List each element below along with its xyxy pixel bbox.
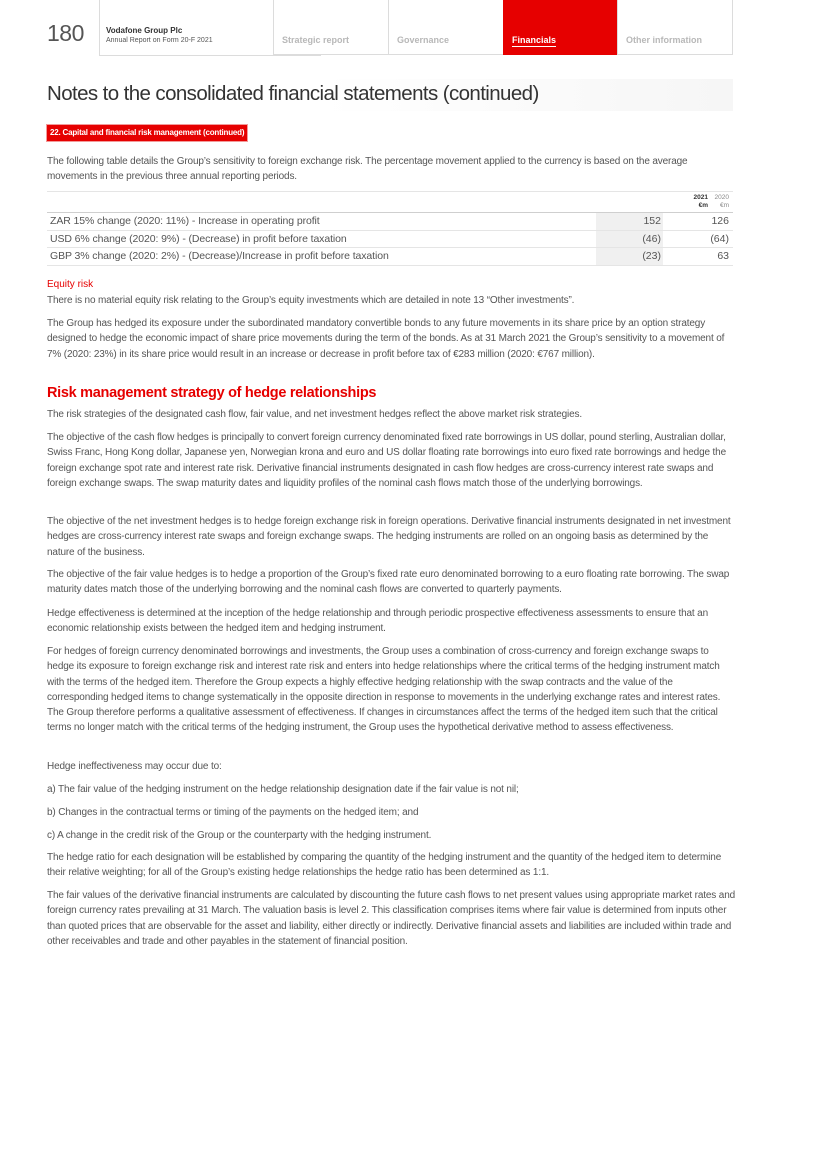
tab-strategic-report[interactable] (273, 0, 389, 55)
body-paragraph: The risk strategies of the designated cash flow, fair value, and net investment hedges reflect the above market risk strategies. (47, 409, 582, 420)
equity-paragraph-1: There is no material equity risk relating to the Group’s equity investments which are detailed in note 13 “Other investments”. (47, 295, 575, 306)
value-2021: 152 (643, 215, 661, 227)
tab-financials[interactable] (503, 0, 618, 55)
table-header (47, 191, 733, 213)
header-year: 2021 (693, 194, 708, 201)
tab-other-information[interactable] (617, 0, 733, 55)
equity-risk-heading: Equity risk (47, 279, 94, 290)
section-heading: Risk management strategy of hedge relationships (47, 385, 377, 401)
list-item: a) The fair value of the hedging instrument on the hedge relationship designation date if the fair value is not nil; (47, 784, 519, 795)
row-label: USD 6% change (2020: 9%) - (Decrease) in profit before taxation (50, 232, 347, 245)
table-row (47, 213, 733, 231)
body-paragraph: The fair values of the derivative financial instruments are calculated by discounting the future cash flows to net present values using appropriate market rates and foreign currency rates prevailing at 31 March. The valuation basis is level 2. This classification comprises items where fair value is determined from inputs other than quoted prices that are observable for the asset and liability, either directly or indirectly. Derivative financial assets and liabilities are included within trade and other receivables and trade and other payables in the statement of financial position. (47, 890, 736, 947)
row-label: GBP 3% change (2020: 2%) - (Decrease)/Increase in profit before taxation (50, 250, 389, 262)
table-row (47, 231, 733, 249)
row-label: ZAR 15% change (2020: 11%) - Increase in operating profit (50, 215, 320, 227)
value-2020: 63 (717, 250, 729, 262)
value-2021: (23) (642, 250, 661, 262)
report-name: Annual Report on Form 20-F 2021 (106, 37, 213, 44)
list-item: c) A change in the credit risk of the Group or the counterparty with the hedging instrument. (47, 830, 432, 841)
page-header (47, 0, 733, 55)
table-row (47, 248, 733, 266)
body-paragraph: The hedge ratio for each designation will be established by comparing the quantity of the hedging instrument and the quantity of the hedged item to determine their relative weighting; for all of the Group’s existing hedge relationships the hedge ratio has been determined as 1:1. (47, 852, 722, 879)
body-paragraph: For hedges of foreign currency denominated borrowings and investments, the Group uses a combination of cross-currency and foreign exchange swaps to hedge its exposure to foreign exchange risk and interest rate risk and enters into hedge relationships where the critical terms of the hedging instrument match with the terms of the hedged item. Therefore the Group expects a highly effective hedging relationship with the swap contracts and the value of the corresponding hedged items to change systematically in the opposite direction in response to movements in the underlying exchange rates and interest rates. The Group therefore performs a qualitative assessment of effectiveness. If changes in circumstances affect the terms of the hedged item such that the critical terms no longer match with the critical terms of the hedging instrument, the Group uses the hypothetical derivative method to assess effectiveness. (47, 646, 721, 734)
tab-label: Governance (397, 35, 450, 45)
body-paragraph: The objective of the fair value hedges is to hedge a proportion of the Group’s fixed rate euro denominated borrowing to a euro floating rate borrowing. The swap maturity dates match those of the underlying borrowing and the nominal cash flows are converted to quarterly payments. (47, 569, 730, 596)
list-item: b) Changes in the contractual terms or timing of the payments on the hedged item; and (47, 807, 419, 818)
company-name: Vodafone Group Plc (106, 26, 183, 35)
body-paragraph: Hedge effectiveness is determined at the inception of the hedge relationship and through periodic prospective effectiveness assessments to ensure that an economic relationship exists between the hedged item and hedging instrument. (47, 608, 708, 635)
column-header-2020 (663, 194, 729, 210)
page-title: Notes to the consolidated financial statements (continued) (47, 82, 539, 105)
body-paragraph: The objective of the net investment hedges is to hedge foreign exchange risk in foreign operations. Derivative financial instruments designated in net investment hedges are cross-currency interest rate swaps and foreign exchange swaps. The hedging instruments are rolled on an ongoing basis as determined by the nature of the business. (47, 516, 731, 558)
value-2020: 126 (711, 215, 729, 227)
section-tag: 22. Capital and financial risk management (continued) (47, 125, 247, 141)
tab-label: Financials (512, 35, 557, 45)
page-number: 180 (47, 20, 84, 46)
value-2021: (46) (642, 232, 661, 245)
tab-governance[interactable] (388, 0, 504, 55)
tab-label: Other information (626, 35, 702, 45)
value-2020: (64) (710, 232, 729, 245)
body-paragraph: The objective of the cash flow hedges is principally to convert foreign currency denominated fixed rate borrowings in US dollar, pound sterling, Australian dollar, Swiss Franc, Hong Kong dollar, Japanese yen, Norwegian krona and euro and US dollar floating rate borrowings into euro fixed rate borrowings and hedge the foreign exchange spot rate and interest rate risk. Derivative financial instruments designated in cash flow hedges are cross-currency interest rate swaps and foreign exchange swaps. The swap maturity dates and liquidity profiles of the nominal cash flows match those of the underlying borrowings. (47, 432, 726, 489)
header-unit: €m (698, 202, 708, 209)
header-unit: €m (719, 202, 729, 209)
tab-label: Strategic report (282, 35, 350, 45)
fx-sensitivity-table (47, 191, 733, 266)
body-paragraph: Hedge ineffectiveness may occur due to: (47, 761, 222, 772)
header-year: 2020 (714, 194, 729, 201)
intro-paragraph: The following table details the Group’s sensitivity to foreign exchange risk. The percentage movement applied to the currency is based on the average movements in the previous three annual reporting periods. (47, 156, 688, 183)
equity-paragraph-2: The Group has hedged its exposure under the subordinated mandatory convertible bonds to any future movements in its share price by an option strategy designed to hedge the economic impact of share price movements during the term of the bonds. As at 31 March 2021 the Group’s sensitivity to a movement of 7% (2020: 23%) in its share price would result in an increase or decrease in profit before tax of €283 million (2020: €767 million). (47, 318, 725, 360)
